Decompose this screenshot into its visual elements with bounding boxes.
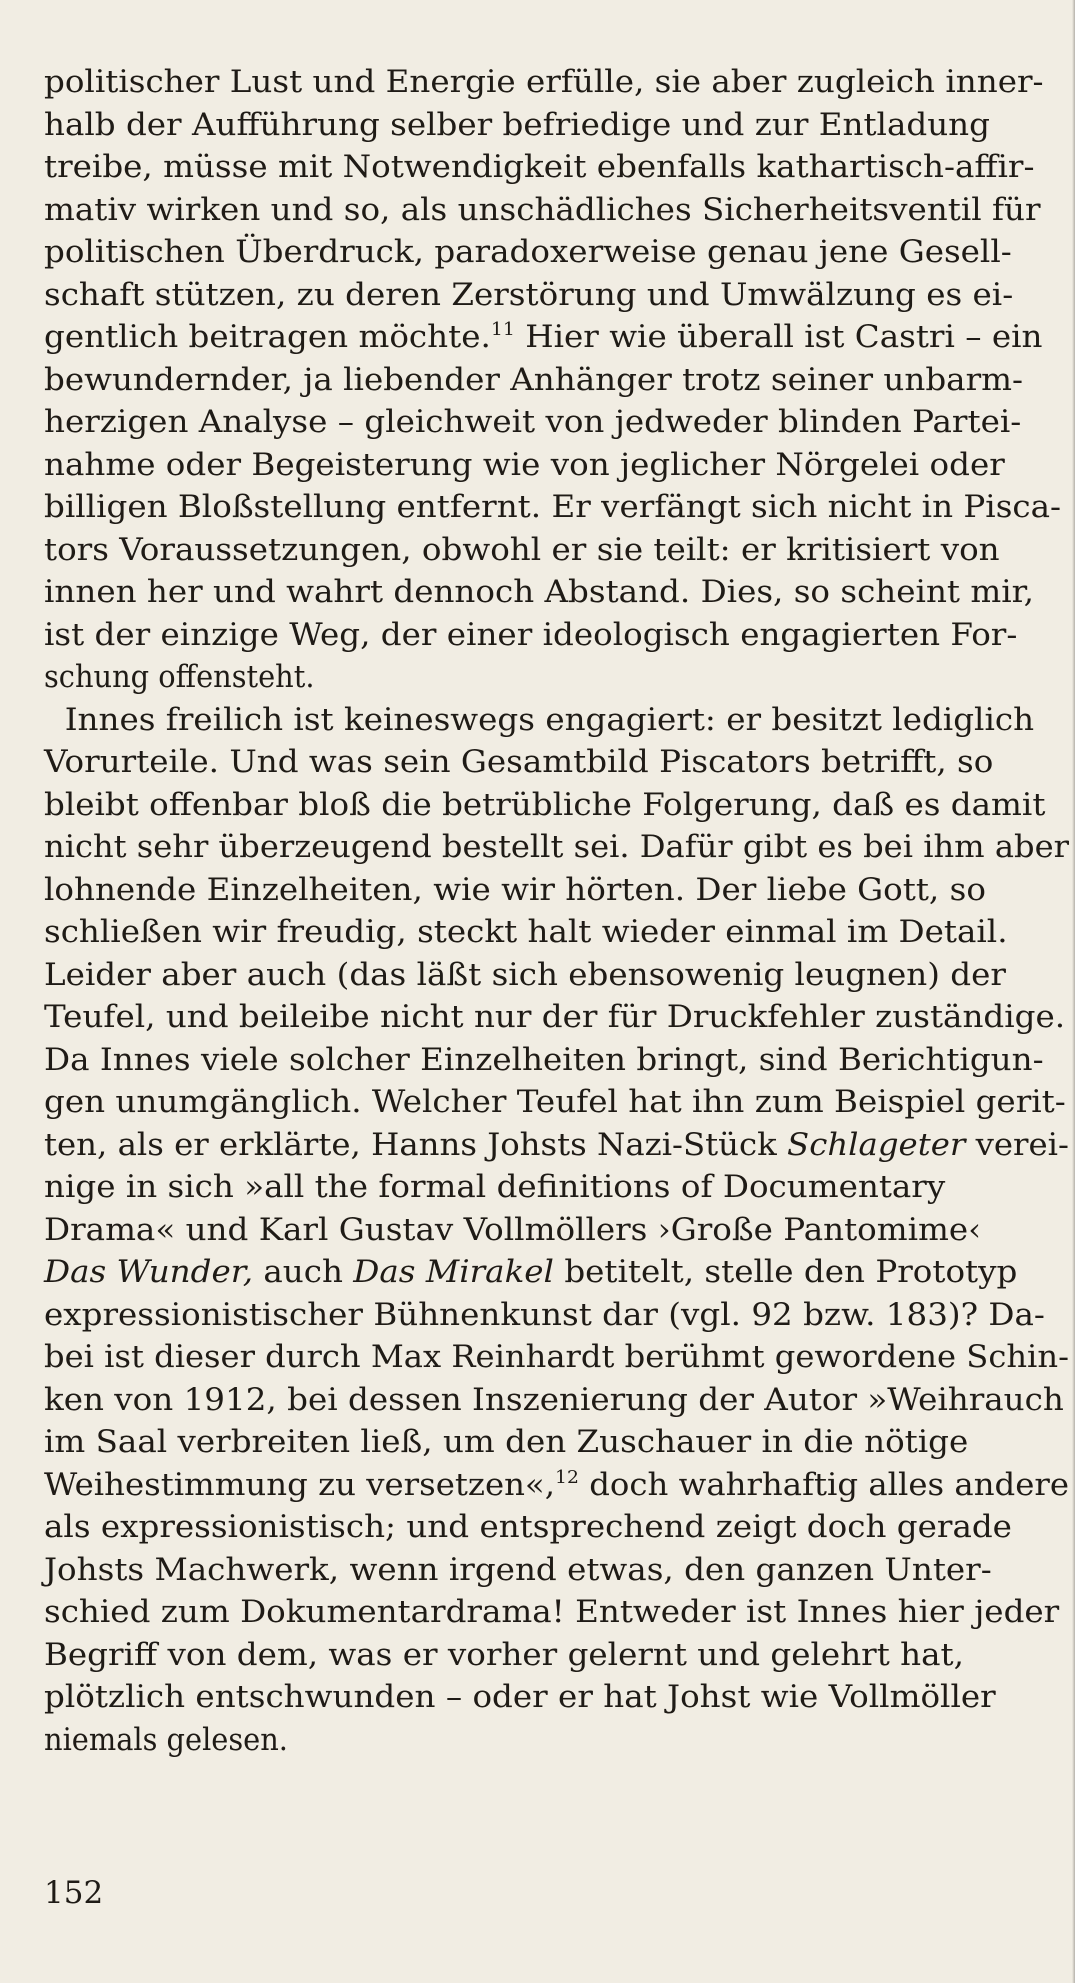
text-run: halb der Aufführung selber befriedige und zur Entladung [44, 106, 990, 143]
text-line-content [44, 912, 1008, 952]
text-run: bewundernder, ja liebender Anhänger trotz seiner unbarm- [44, 361, 1024, 398]
text-run: Leider aber auch (das läßt sich ebensowenig leugnen) der [44, 956, 1006, 993]
text-run: Da Innes viele solcher Einzelheiten bringt, sind Berichtigun- [44, 1041, 1044, 1078]
text-line [44, 785, 1046, 825]
text-line-content [44, 147, 1034, 187]
text-line-content [44, 657, 314, 697]
text-line [44, 190, 1041, 230]
text-line [44, 1635, 964, 1675]
text-run: gentlich beitragen möchte. [44, 319, 491, 355]
text-line [44, 912, 1008, 952]
text-line-content [44, 997, 1065, 1037]
text-run: niemals gelesen. [44, 1721, 288, 1758]
text-line-content [44, 1337, 1069, 1377]
footnote-marker: 12 [555, 1466, 579, 1488]
text-run: ken von 1912, bei dessen Inszenierung der Autor »Weihrauch [44, 1381, 1064, 1418]
text-line [44, 615, 1018, 655]
text-line-content [44, 1252, 1017, 1292]
text-run: politischen Überdruck, paradoxerweise genau jene Gesell- [44, 234, 1012, 270]
text-line-content [44, 530, 1000, 570]
text-run: Begriff von dem, was er vorher gelernt und gelehrt hat, [44, 1636, 964, 1673]
text-line-content [44, 62, 1044, 102]
text-line-content [44, 1635, 964, 1675]
text-line [44, 700, 1035, 740]
text-run: verei- [965, 1126, 1069, 1163]
text-run: schung offensteht. [44, 659, 315, 695]
text-line [44, 1337, 1069, 1377]
text-run: ten, als er erklärte, Hanns Johsts Nazi-Stück [44, 1126, 788, 1163]
text-run: billigen Bloßstellung entfernt. Er verfängt sich nicht in Pisca- [44, 489, 1062, 525]
text-line [44, 1210, 982, 1250]
text-line [44, 360, 1024, 400]
text-line-content [44, 785, 1045, 825]
text-line-content [44, 1720, 288, 1760]
text-run: schaft stützen, zu deren Zerstörung und Umwälzung es ei- [44, 276, 1014, 313]
text-line [44, 955, 1006, 995]
text-line-content [44, 105, 990, 145]
text-run: schied zum Dokumentardrama! Entweder ist Innes hier jeder [44, 1594, 1060, 1630]
text-run: ist der einzige Weg, der einer ideologisch engagierten For- [44, 616, 1018, 653]
text-line-content [44, 190, 1041, 230]
text-line-content [44, 1125, 1069, 1165]
text-line [44, 445, 1005, 485]
text-run: Weihestimmung zu versetzen«, [44, 1466, 556, 1503]
text-line-content [44, 1465, 1069, 1505]
text-line [44, 572, 1034, 612]
text-run: Hier wie überall ist Castri – ein [514, 319, 1043, 355]
text-run: betitelt, stelle den Prototyp [553, 1254, 1018, 1290]
text-line [44, 1465, 1070, 1505]
text-run: Johsts Machwerk, wenn irgend etwas, den ganzen Unter- [44, 1551, 992, 1588]
italic-title: Das Mirakel [353, 1254, 554, 1290]
text-line [44, 1507, 1012, 1547]
text-line-content [44, 1380, 1064, 1420]
text-run: Drama« und Karl Gustav Vollmöllers ›Große Pantomime‹ [44, 1211, 982, 1248]
text-run: expressionistischer Bühnenkunst dar (vgl. 92 bzw. 183)? Da- [44, 1296, 1045, 1333]
text-line [44, 530, 1000, 570]
text-line-content [44, 1210, 981, 1250]
text-line [44, 1125, 1069, 1165]
text-line-content [44, 1422, 968, 1462]
text-line-content [44, 572, 1034, 612]
text-line [44, 1380, 1064, 1420]
text-line [44, 997, 1066, 1037]
text-run: gen unumgänglich. Welcher Teufel hat ihn zum Beispiel gerit- [44, 1084, 1066, 1120]
text-run: politischer Lust und Energie erfülle, sie aber zugleich inner- [44, 64, 1044, 100]
text-line [44, 147, 1035, 187]
italic-title: Das Wunder, [44, 1254, 254, 1290]
text-line-content [44, 955, 1006, 995]
text-line [44, 402, 1022, 442]
text-line-content [44, 700, 1034, 740]
text-run: nige in sich »all the formal definitions of Documentary [44, 1169, 946, 1205]
text-line [44, 487, 1062, 527]
text-line-content [44, 1040, 1044, 1080]
text-run: bleibt offenbar bloß die betrübliche Folgerung, daß es damit [44, 786, 1046, 823]
text-line-content [44, 1295, 1045, 1335]
text-run: im Saal verbreiten ließ, um den Zuschauer in die nötige [44, 1424, 969, 1460]
text-run: Vorurteile. Und was sein Gesamtbild Piscators betrifft, so [44, 744, 994, 780]
text-line-content [44, 1082, 1066, 1122]
text-line [44, 657, 335, 697]
text-line [44, 62, 1044, 102]
text-line-content [44, 870, 986, 910]
text-line-content [44, 445, 1005, 485]
text-run: herzigen Analyse – gleichweit von jedweder blinden Partei- [44, 404, 1022, 440]
text-line [44, 1252, 1018, 1292]
text-line [44, 232, 1012, 272]
text-line [44, 870, 986, 910]
text-line [44, 1592, 1060, 1632]
text-run: auch [253, 1254, 354, 1290]
text-line [44, 1167, 946, 1207]
text-line [44, 1720, 306, 1760]
italic-title: Schlageter [787, 1126, 966, 1163]
text-line-content [44, 487, 1061, 527]
text-run: Teufel, und beileibe nicht nur der für Druckfehler zuständige. [44, 999, 1066, 1035]
text-line-content [44, 317, 1042, 357]
text-line-content [44, 275, 1013, 315]
text-run: innen her und wahrt dennoch Abstand. Dies, so scheint mir, [44, 574, 1034, 610]
text-line [44, 1040, 1044, 1080]
text-run: tors Voraussetzungen, obwohl er sie teilt: er kritisiert von [44, 531, 1000, 568]
text-run: nahme oder Begeisterung wie von jeglicher Nörgelei oder [44, 446, 1005, 483]
text-line [44, 1677, 996, 1717]
text-run: plötzlich entschwunden – oder er hat Johst wie Vollmöller [44, 1679, 996, 1715]
text-run: doch wahrhaftig alles andere [578, 1466, 1070, 1503]
text-run: treibe, müsse mit Notwendigkeit ebenfalls kathartisch-affir- [44, 149, 1035, 185]
text-line-content [44, 1550, 992, 1590]
text-line-content [44, 1592, 1059, 1632]
text-line-content [44, 827, 1069, 867]
text-line [44, 1295, 1045, 1335]
text-line-content [44, 1677, 996, 1717]
page-number: 152 [44, 1875, 104, 1911]
text-line [44, 827, 1069, 867]
text-run: schließen wir freudig, steckt halt wieder einmal im Detail. [44, 914, 1008, 950]
text-line [44, 1422, 969, 1462]
text-line [44, 1550, 992, 1590]
text-run: bei ist dieser durch Max Reinhardt berühmt gewordene Schin- [44, 1339, 1069, 1375]
text-run: als expressionistisch; und entsprechend zeigt doch gerade [44, 1509, 1012, 1545]
text-run: nicht sehr überzeugend bestellt sei. Dafür gibt es bei ihm aber [44, 829, 1069, 865]
text-run: Innes freilich ist keineswegs engagiert: er besitzt lediglich [44, 701, 1035, 738]
text-line-content [44, 1167, 945, 1207]
text-line [44, 317, 1043, 357]
text-line [44, 105, 990, 145]
text-line-content [44, 232, 1012, 272]
text-line [44, 742, 994, 782]
text-line-content [44, 615, 1017, 655]
text-line [44, 275, 1014, 315]
text-line-content [44, 360, 1023, 400]
text-line-content [44, 742, 993, 782]
text-line [44, 1082, 1066, 1122]
text-line-content [44, 1507, 1012, 1547]
text-run: mativ wirken und so, als unschädliches Sicherheitsventil für [44, 191, 1041, 228]
text-run: lohnende Einzelheiten, wie wir hörten. Der liebe Gott, so [44, 871, 986, 908]
text-line-content [44, 402, 1021, 442]
footnote-marker: 11 [490, 319, 515, 340]
